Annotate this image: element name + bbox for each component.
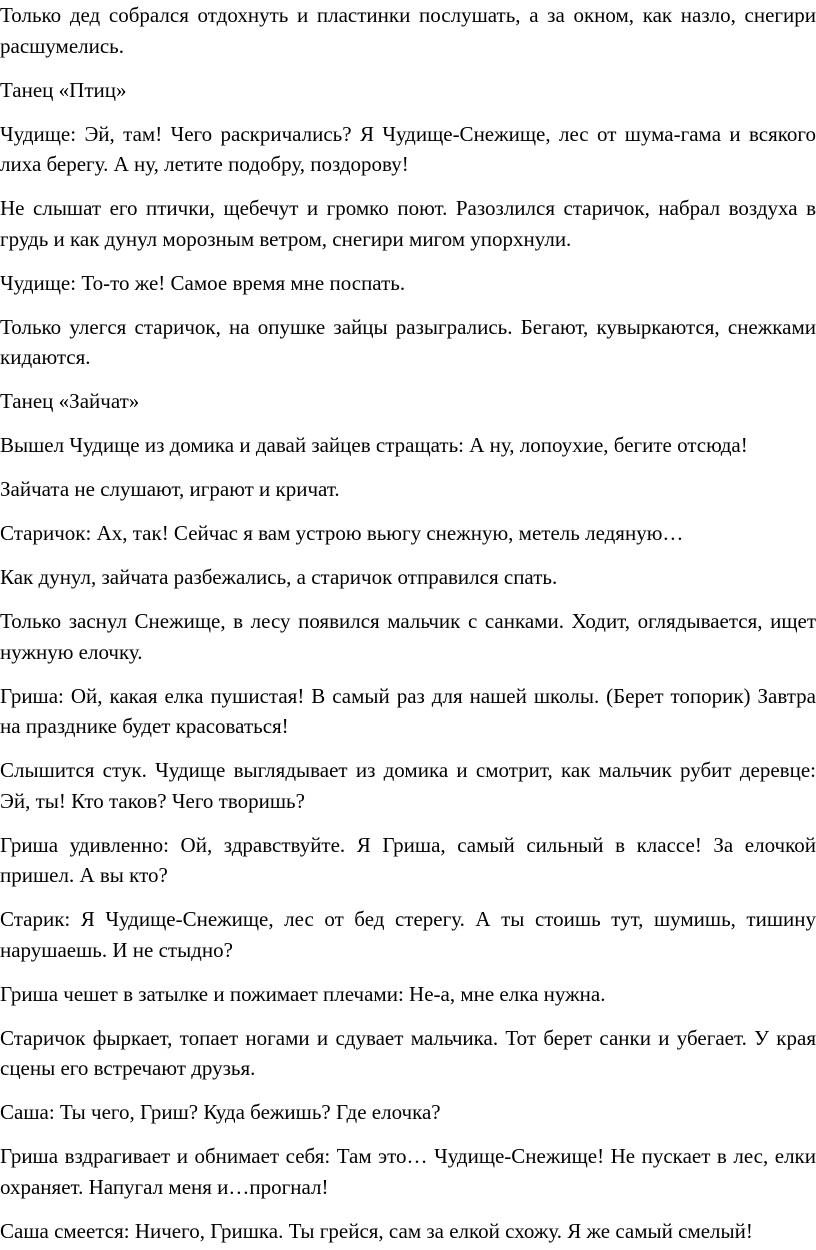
paragraph: Гриша чешет в затылке и пожимает плечами: Не-а, мне елка нужна. <box>0 981 606 1006</box>
paragraph: Чудище: Эй, там! Чего раскричались? Я Чудище-Снежище, лес от шума-гама и всякого лиха берегу. А ну, летите подобру, поздорову! <box>0 121 816 176</box>
paragraph: Гриша удивленно: Ой, здравствуйте. Я Гриша, самый сильный в классе! За елочкой пришел. А вы кто? <box>0 832 816 887</box>
paragraph: Саша: Ты чего, Гриш? Куда бежишь? Где елочка? <box>0 1100 441 1124</box>
paragraph: Старичок фыркает, топает ногами и сдувает мальчика. Тот берет санки и убегает. У края сцены его встречают друзья. <box>0 1025 816 1080</box>
paragraph: Старичок: Ах, так! Сейчас я вам устрою вьюгу снежную, метель ледяную… <box>0 521 684 545</box>
paragraph: Гриша: Ой, какая елка пушистая! В самый раз для нашей школы. (Берет топорик) Завтра на празднике будет красоваться! <box>0 683 816 738</box>
paragraph: Зайчата не слушают, играют и кричат. <box>0 477 340 501</box>
paragraph: Слышится стук. Чудище выглядывает из домика и смотрит, как мальчик рубит деревце: Эй, ты! Кто таков? Чего творишь? <box>0 758 816 813</box>
paragraph: Только дед собрался отдохнуть и пластинки послушать, а за окном, как назло, снегири расшумелись. <box>0 3 816 58</box>
paragraph: Чудище: То-то же! Самое время мне поспать. <box>0 270 406 295</box>
paragraph: Только заснул Снежище, в лесу появился мальчик с санками. Ходит, оглядывается, ищет нужную елочку. <box>0 609 816 664</box>
paragraph: Саша смеется: Ничего, Гришка. Ты грейся, сам за елкой схожу. Я же самый смелый! <box>0 1218 753 1243</box>
paragraph: Как дунул, зайчата разбежались, а старичок отправился спать. <box>0 565 558 589</box>
paragraph: Вышел Чудище из домика и давай зайцев стращать: А ну, лопоухие, бегите отсюда! <box>0 433 748 457</box>
dance-heading: Танец «Птиц» <box>0 77 127 102</box>
paragraph: Только улегся старичок, на опушке зайцы разыгрались. Бегают, кувыркаются, снежками кидаются. <box>0 314 816 369</box>
dance-heading: Танец «Зайчат» <box>0 389 140 413</box>
paragraph: Не слышат его птички, щебечут и громко поют. Разозлился старичок, набрал воздуха в грудь и как дунул морозным ветром, снегири мигом упорхнули. <box>0 196 816 251</box>
paragraph: Гриша вздрагивает и обнимает себя: Там это… Чудище-Снежище! Не пускает в лес, елки охраняет. Напугал меня и…прогнал! <box>0 1144 816 1199</box>
paragraph: Старик: Я Чудище-Снежище, лес от бед стерегу. А ты стоишь тут, шумишь, тишину нарушаешь. И не стыдно? <box>0 907 816 962</box>
